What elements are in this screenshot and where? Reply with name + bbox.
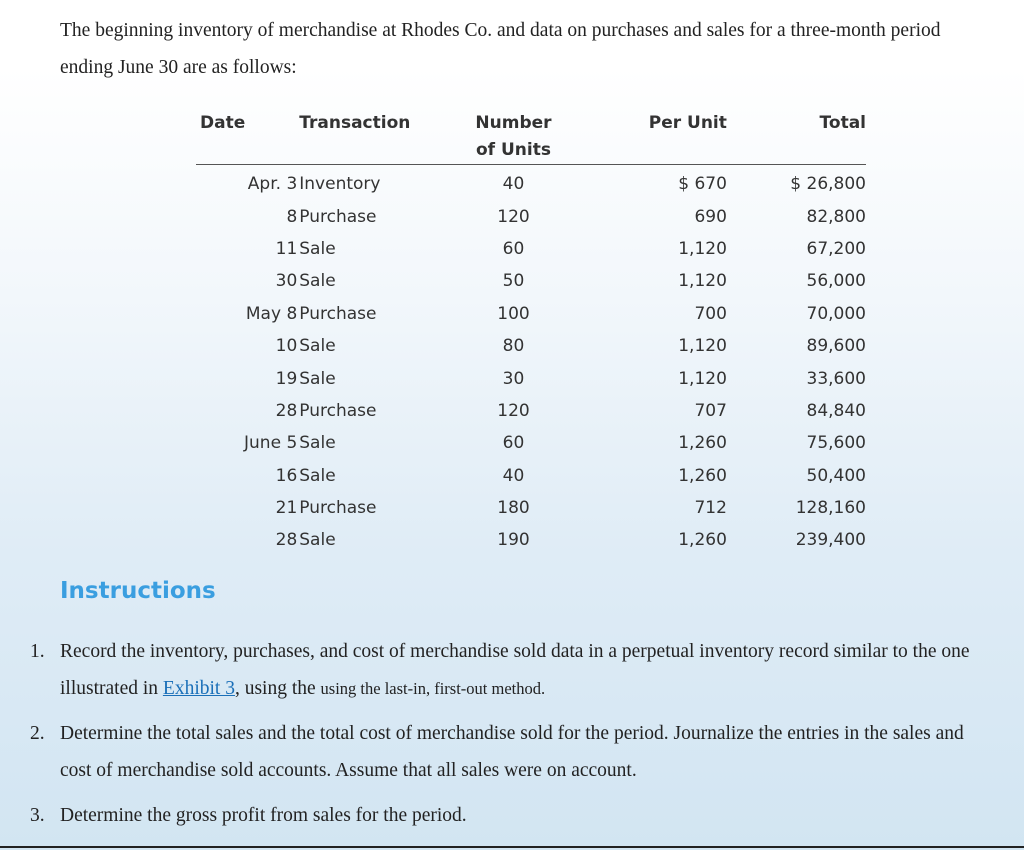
total-cell: 239,400 [795,530,866,551]
transaction-cell: Sale [299,368,336,389]
table-row [196,427,866,459]
date-cell: May 8 [245,303,298,324]
table-body [196,165,866,557]
date-cell: 30 [275,271,298,292]
date-cell: 19 [275,368,298,389]
transaction-cell: Sale [299,238,336,259]
per-unit-cell: 1,120 [678,238,727,259]
units-cell: 60 [502,433,525,454]
total-cell: 67,200 [806,238,866,259]
transaction-cell: Sale [299,336,336,357]
table-row [196,298,866,330]
per-unit-cell: 1,260 [678,433,727,454]
table-row [196,524,866,556]
header-units [449,110,578,165]
instructions-list [30,633,990,842]
table-row [196,492,866,524]
bottom-divider [0,846,1024,848]
table-row [196,200,866,232]
table-row [196,265,866,297]
instructions-heading: Instructions [60,578,216,604]
intro-paragraph: The beginning inventory of merchandise at Rhodes Co. and data on purchases and sales for a three-month period ending June 30 are as follows: [60,20,941,78]
units-cell: 180 [497,498,530,519]
instruction-item-3 [30,797,990,834]
total-cell: 50,400 [806,465,866,486]
instruction-number: 2. [30,723,45,744]
header-total: Total [727,110,866,165]
instruction-number: 1. [30,641,45,662]
header-units-label: Number of Units [475,113,552,160]
instruction-1-middle: , using the [234,678,321,699]
instruction-text: Determine the total sales and the total cost of merchandise sold for the period. Journalize the entries in the sales and cost of merchandise sold accounts. Assume that all sales were on account. [60,723,964,781]
per-unit-cell: $ 670 [678,174,727,195]
total-cell: 82,800 [806,206,866,227]
instruction-1-before: Record the inventory, purchases, and cost of merchandise sold data in a perpetual inventory record similar to the one illustrated in [60,641,970,699]
units-cell: 50 [502,271,525,292]
units-cell: 120 [497,206,530,227]
transaction-cell: Purchase [299,400,377,421]
per-unit-cell: 1,260 [678,465,727,486]
units-cell: 40 [502,465,525,486]
table-row [196,395,866,427]
total-cell: 128,160 [795,498,866,519]
transaction-cell: Inventory [299,174,381,195]
instruction-item-1 [30,633,990,707]
date-cell: 28 [275,400,298,421]
per-unit-cell: 712 [694,498,727,519]
date-cell: 21 [275,498,298,519]
header-date: Date [196,110,299,165]
instruction-text [60,633,990,707]
exhibit-3-link[interactable]: Exhibit 3 [162,678,235,699]
instruction-number: 3. [30,805,45,826]
units-cell: 190 [497,530,530,551]
transaction-cell: Purchase [299,206,377,227]
date-cell: 11 [275,238,298,259]
total-cell: $ 26,800 [790,174,866,195]
transaction-cell: Sale [299,433,336,454]
header-transaction: Transaction [299,110,448,165]
table-row [196,362,866,394]
units-cell: 80 [502,336,525,357]
per-unit-cell: 690 [694,206,727,227]
table-row [196,165,866,201]
table-row [196,233,866,265]
instruction-item-2 [30,715,990,789]
total-cell: 89,600 [806,336,866,357]
table-row [196,330,866,362]
date-cell: 10 [275,336,298,357]
total-cell: 33,600 [806,368,866,389]
total-cell: 75,600 [806,433,866,454]
date-cell: 8 [286,206,298,227]
units-cell: 100 [497,303,530,324]
total-cell: 56,000 [806,271,866,292]
per-unit-cell: 1,120 [678,271,727,292]
per-unit-cell: 1,120 [678,368,727,389]
table-row [196,460,866,492]
transaction-cell: Sale [299,271,336,292]
units-cell: 60 [502,238,525,259]
total-cell: 70,000 [806,303,866,324]
table-header-row [196,110,866,165]
transaction-cell: Sale [299,530,336,551]
units-cell: 30 [502,368,525,389]
inventory-table [196,110,866,557]
instruction-1-after: using the last-in, first-out method. [320,679,546,698]
date-cell: Apr. 3 [247,174,298,195]
date-cell: June 5 [244,433,298,454]
units-cell: 120 [497,400,530,421]
date-cell: 16 [275,465,298,486]
instruction-text: Determine the gross profit from sales for the period. [60,805,467,826]
date-cell: 28 [275,530,298,551]
per-unit-cell: 700 [694,303,727,324]
transaction-cell: Sale [299,465,336,486]
total-cell: 84,840 [806,400,866,421]
per-unit-cell: 707 [694,400,727,421]
transaction-cell: Purchase [299,498,377,519]
per-unit-cell: 1,260 [678,530,727,551]
transaction-cell: Purchase [299,303,377,324]
per-unit-cell: 1,120 [678,336,727,357]
header-per-unit: Per Unit [578,110,727,165]
units-cell: 40 [502,174,525,195]
